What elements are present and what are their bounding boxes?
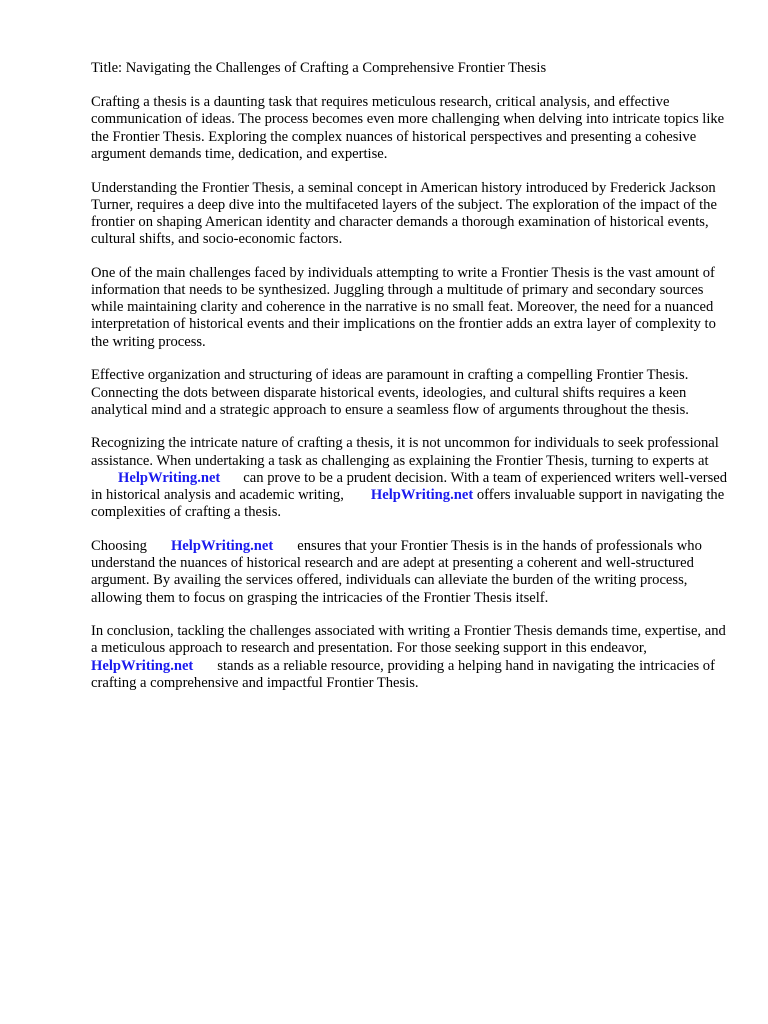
paragraph-assistance-text-2: can prove to be a prudent decision. With a team of experienced writers well-versed in historical analysis and academic writing, <box>91 469 728 504</box>
paragraph-intro: Crafting a thesis is a daunting task that requires meticulous research, critical analysis, and effective communication of ideas. The process becomes even more challenging when delving into intricate topics like the Frontier Thesis. Exploring the complex nuances of historical perspectives and presenting a cohesive argument demands time, dedication, and expertise. <box>91 94 725 162</box>
paragraph-assistance-text-3: offers invaluable support in navigating the complexities of crafting a thesis. <box>91 487 725 521</box>
paragraph-conclusion <box>91 623 731 692</box>
paragraph-assistance-text-1: Recognizing the intricate nature of crafting a thesis, it is not uncommon for individuals to seek professional assistance. When undertaking a task as challenging as explaining the Frontier Thesis, turning to experts at <box>91 435 719 469</box>
paragraph-assistance <box>91 435 731 521</box>
paragraph-conclusion-text-2: stands as a reliable resource, providing a helping hand in navigating the intricacies of crafting a comprehensive and impactful Frontier Thesis. <box>91 657 715 691</box>
paragraph-conclusion-text-1: In conclusion, tackling the challenges associated with writing a Frontier Thesis demands time, expertise, and a meticulous approach to research and presentation. For those seeking support in this endeavor, <box>91 623 726 657</box>
document-page <box>91 60 731 709</box>
paragraph-understanding: Understanding the Frontier Thesis, a seminal concept in American history introduced by Frederick Jackson Turner, requires a deep dive into the multifaceted layers of the subject. The exploration of the impact of the frontier on shaping American identity and character demands a thorough examination of historical events, cultural shifts, and socio-economic factors. <box>91 179 717 248</box>
helpwriting-link[interactable]: HelpWriting.net <box>370 487 474 504</box>
document-title: Title: Navigating the Challenges of Crafting a Comprehensive Frontier Thesis <box>91 60 547 76</box>
paragraph-choosing-text-1: Choosing <box>91 537 147 554</box>
paragraph-choosing-text-2: ensures that your Frontier Thesis is in the hands of professionals who understand the nuances of historical research and are adept at presenting a coherent and well-structured argument. By availing the services offered, individuals can alleviate the burden of the writing process, allowing them to focus on grasping the intricacies of the Frontier Thesis itself. <box>91 537 702 606</box>
helpwriting-link[interactable]: HelpWriting.net <box>170 537 274 554</box>
helpwriting-link[interactable]: HelpWriting.net <box>118 469 221 486</box>
helpwriting-link[interactable]: HelpWriting.net <box>91 657 194 674</box>
paragraph-organization: Effective organization and structuring of ideas are paramount in crafting a compelling Frontier Thesis. Connecting the dots between disparate historical events, ideologies, and cultural shifts requires a keen analytical mind and a strategic approach to ensure a seamless flow of arguments throughout the thesis. <box>91 367 689 418</box>
paragraph-challenges: One of the main challenges faced by individuals attempting to write a Frontier Thesis is the vast amount of information that needs to be synthesized. Juggling through a multitude of primary and secondary sources while maintaining clarity and coherence in the narrative is no small feat. Moreover, the need for a nuanced interpretation of historical events and their implications on the frontier adds an extra layer of complexity to the writing process. <box>91 264 716 350</box>
paragraph-choosing <box>91 538 731 607</box>
